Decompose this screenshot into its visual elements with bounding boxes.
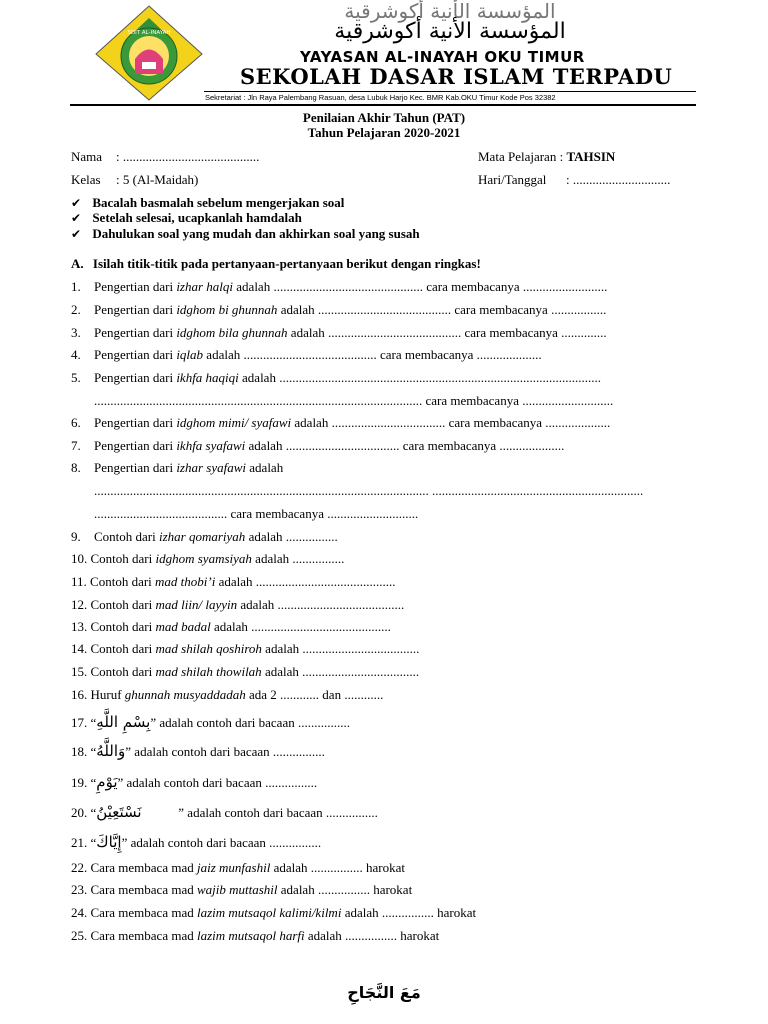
question-prefix: Cara membaca mad xyxy=(90,882,197,897)
question-answer-blank: adalah xyxy=(246,460,284,475)
question-prefix: Pengertian dari xyxy=(94,325,177,340)
question-number: 15. xyxy=(71,664,88,679)
question-term: mad badal xyxy=(155,619,211,634)
question-number: 2. xyxy=(71,302,81,317)
subject-label xyxy=(478,149,615,165)
question-7 xyxy=(71,438,564,454)
question-prefix: Cara membaca mad xyxy=(90,905,197,920)
school-address: Sekretariat : Jln Raya Palembang Rasuan, desa Lubuk Harjo Kec. BMR Kab.OKU Timur Kode Pos 32382 xyxy=(205,93,556,102)
exam-year: Tahun Pelajaran 2020-2021 xyxy=(307,125,461,140)
question-number: 5. xyxy=(71,370,81,385)
question-prefix: Pengertian dari xyxy=(94,302,177,317)
check-icon: ✔ xyxy=(71,196,82,210)
question-2 xyxy=(71,302,606,318)
exam-title: Penilaian Akhir Tahun (PAT) xyxy=(302,110,466,125)
question-20 xyxy=(71,802,378,823)
question-24 xyxy=(71,905,476,921)
question-term: idghom bi ghunnah xyxy=(176,302,278,317)
question-term: ikhfa syafawi xyxy=(176,438,246,453)
question-answer-blank[interactable]: adalah ....................................... xyxy=(237,597,405,612)
question-answer-blank[interactable]: adalah ................ harokat xyxy=(277,882,413,897)
question-number: 18. “ xyxy=(71,744,97,759)
question-term: idghom mimi/ syafawi xyxy=(176,415,292,430)
school-logo-icon xyxy=(94,4,204,102)
question-3 xyxy=(71,325,607,341)
question-answer-blank[interactable]: adalah .................................... xyxy=(261,664,420,679)
question-prefix: Cara membaca mad xyxy=(90,928,197,943)
question-prefix: Contoh dari xyxy=(94,529,159,544)
name-field[interactable]: : .......................................... xyxy=(116,149,260,164)
letterhead xyxy=(70,0,696,106)
question-number: 25. xyxy=(71,928,88,943)
question-18 xyxy=(71,741,325,762)
question-term: idghom syamsiyah xyxy=(155,551,252,566)
foundation-name: YAYASAN AL-INAYAH OKU TIMUR xyxy=(300,48,585,66)
question-1 xyxy=(71,279,607,295)
question-prefix: Pengertian dari xyxy=(94,438,177,453)
question-prefix: Cara membaca mad xyxy=(90,860,197,875)
question-term: wajib muttashil xyxy=(196,882,278,897)
question-answer-blank[interactable]: adalah ................ harokat xyxy=(304,928,440,943)
question-prefix: Pengertian dari xyxy=(94,347,177,362)
question-term: ghunnah musyaddadah xyxy=(124,687,246,702)
question-answer-blank[interactable]: adalah ................ xyxy=(251,551,345,566)
question-19 xyxy=(71,772,317,793)
question-number: 16. xyxy=(71,687,88,702)
school-name: SEKOLAH DASAR ISLAM TERPADU xyxy=(240,64,673,89)
question-number: 19. “ xyxy=(71,775,97,790)
question-number: 24. xyxy=(71,905,88,920)
question-prefix: Contoh dari xyxy=(90,551,156,566)
question-term: izhar halqi xyxy=(176,279,234,294)
question-answer-blank[interactable]: ” adalah contoh dari bacaan ................ xyxy=(121,835,322,850)
instruction-text: Bacalah basmalah sebelum mengerjakan soal xyxy=(92,195,345,210)
question-term: lazim mutsaqol harfi xyxy=(196,928,305,943)
question-number: 12. xyxy=(71,597,88,612)
question-6 xyxy=(71,415,610,431)
question-number: 17. “ xyxy=(71,715,97,730)
question-answer-blank[interactable]: adalah ......................................... cara membacanya .............. xyxy=(287,325,607,340)
subject-value: TAHSIN xyxy=(566,149,616,164)
date-field[interactable]: : .............................. xyxy=(566,172,671,187)
question-13 xyxy=(71,619,391,635)
question-9 xyxy=(71,529,338,545)
question-answer-blank[interactable]: ada 2 ............ dan ............ xyxy=(245,687,384,702)
name-label: Nama xyxy=(71,149,103,164)
header-rule-bottom xyxy=(70,104,696,106)
question-prefix: Pengertian dari xyxy=(94,279,177,294)
arabic-foundation-name: المؤسسة الأنية أكوشرقية xyxy=(334,19,566,44)
question-number: 8. xyxy=(71,460,81,475)
question-term: mad thobi’i xyxy=(155,574,216,589)
question-term: idghom bila ghunnah xyxy=(176,325,288,340)
question-11 xyxy=(71,574,396,590)
question-16 xyxy=(71,687,383,703)
question-answer-blank[interactable]: adalah ................................... cara membacanya .................... xyxy=(291,415,611,430)
header-rule-top xyxy=(204,91,696,92)
date-label: Hari/Tanggal xyxy=(478,172,547,187)
question-term: mad shilah qoshiroh xyxy=(155,641,262,656)
question-number: 13. xyxy=(71,619,88,634)
question-prefix: Contoh dari xyxy=(90,574,156,589)
question-answer-blank[interactable]: adalah ................ harokat xyxy=(270,860,405,875)
instruction-text: Setelah selesai, ucapkanlah hamdalah xyxy=(92,210,302,225)
question-prefix: Pengertian dari xyxy=(94,415,177,430)
question-8-continuation-1[interactable]: ....................................................................................................... ................................................................. xyxy=(94,483,644,498)
instruction-3 xyxy=(71,226,420,242)
question-12 xyxy=(71,597,404,613)
question-number: 6. xyxy=(71,415,81,430)
question-number: 7. xyxy=(71,438,81,453)
subject-label-text: Mata Pelajaran : xyxy=(478,149,564,164)
class-value: : 5 (Al-Maidah) xyxy=(116,172,199,187)
question-number: 20. “ xyxy=(71,805,97,820)
question-number: 1. xyxy=(71,279,81,294)
question-prefix: Contoh dari xyxy=(90,641,156,656)
check-icon: ✔ xyxy=(71,211,82,225)
question-number: 14. xyxy=(71,641,88,656)
question-prefix: Pengertian dari xyxy=(94,370,177,385)
question-8 xyxy=(71,460,283,476)
question-number: 10. xyxy=(71,551,88,566)
instruction-text: Dahulukan soal yang mudah dan akhirkan soal yang susah xyxy=(92,226,420,241)
instruction-1 xyxy=(71,195,344,211)
question-term: lazim mutsaqol kalimi/kilmi xyxy=(196,905,342,920)
question-17 xyxy=(71,712,350,733)
question-prefix: Contoh dari xyxy=(90,597,156,612)
question-term: izhar syafawi xyxy=(176,460,247,475)
question-number: 9. xyxy=(71,529,81,544)
question-22 xyxy=(71,860,405,876)
question-answer-blank[interactable]: adalah ................ xyxy=(245,529,338,544)
question-answer-blank[interactable]: ” adalah contoh dari bacaan ................ xyxy=(178,805,378,820)
question-answer-blank[interactable]: adalah ........................................... xyxy=(210,619,391,634)
question-answer-blank[interactable]: ” adalah contoh dari bacaan ................ xyxy=(150,715,350,730)
check-icon: ✔ xyxy=(71,227,82,241)
question-answer-blank[interactable]: adalah ......................................... cara membacanya .................... xyxy=(203,347,542,362)
question-number: 22. xyxy=(71,860,88,875)
question-number: 23. xyxy=(71,882,88,897)
question-8-continuation-2[interactable]: ......................................... cara membacanya ............................ xyxy=(94,506,419,521)
arabic-example: بِسْمِ اللَّهِ xyxy=(96,713,151,731)
question-term: mad liin/ layyin xyxy=(155,597,238,612)
question-answer-blank[interactable]: ” adalah contoh dari bacaan ................ xyxy=(125,744,325,759)
question-answer-blank[interactable]: ” adalah contoh dari bacaan ................ xyxy=(117,775,318,790)
section-heading xyxy=(71,256,481,272)
arabic-example: نَسْتَعِيْنُ xyxy=(96,803,142,821)
question-answer-blank[interactable]: adalah ........................................... xyxy=(215,574,396,589)
question-4 xyxy=(71,347,542,363)
question-10 xyxy=(71,551,344,567)
logo-text: SDIT AL-INAYAH xyxy=(127,30,171,36)
class-label: Kelas xyxy=(71,172,101,187)
question-23 xyxy=(71,882,412,898)
question-prefix: Contoh dari xyxy=(90,664,156,679)
question-answer-blank[interactable]: adalah ................................... cara membacanya .................... xyxy=(245,438,565,453)
question-answer-blank[interactable]: adalah .............................................. cara membacanya .......................... xyxy=(233,279,608,294)
question-term: jaiz munfashil xyxy=(196,860,271,875)
question-prefix: Huruf xyxy=(90,687,125,702)
question-term: iqlab xyxy=(176,347,204,362)
question-number: 21. “ xyxy=(71,835,97,850)
question-15 xyxy=(71,664,419,680)
question-answer-blank[interactable]: adalah ......................................... cara membacanya ................. xyxy=(277,302,607,317)
question-answer-blank[interactable]: adalah .................................... xyxy=(261,641,420,656)
question-14 xyxy=(71,641,419,657)
arabic-example: يَوْمِ xyxy=(96,773,118,791)
question-prefix: Contoh dari xyxy=(90,619,156,634)
question-term: izhar qomariyah xyxy=(159,529,246,544)
question-number: 11. xyxy=(71,574,87,589)
question-21 xyxy=(71,832,321,853)
question-number: 3. xyxy=(71,325,81,340)
question-answer-blank[interactable]: adalah ................ harokat xyxy=(341,905,477,920)
question-term: ikhfa haqiqi xyxy=(176,370,239,385)
question-term: mad shilah thowilah xyxy=(155,664,262,679)
section-letter: A. xyxy=(71,256,84,271)
question-5 xyxy=(71,370,601,386)
question-25 xyxy=(71,928,439,944)
arabic-example: وَاللَّهُ xyxy=(96,742,126,760)
closing-arabic: مَعَ النَّجَاحِ xyxy=(347,983,421,1002)
question-answer-blank[interactable]: adalah ................................................................................................... xyxy=(238,370,601,385)
arabic-example: إِيَّاكَ xyxy=(96,833,122,851)
instruction-2 xyxy=(71,210,302,226)
section-title: Isilah titik-titik pada pertanyaan-pertanyaan berikut dengan ringkas! xyxy=(92,256,481,271)
question-number: 4. xyxy=(71,347,81,362)
question-prefix: Pengertian dari xyxy=(94,460,177,475)
arabic-foundation-outline: المؤسسة الأنية أكوشرقية xyxy=(344,0,556,23)
question-5-continuation[interactable]: ..................................................................................................... cara membacanya ............................ xyxy=(94,393,614,408)
